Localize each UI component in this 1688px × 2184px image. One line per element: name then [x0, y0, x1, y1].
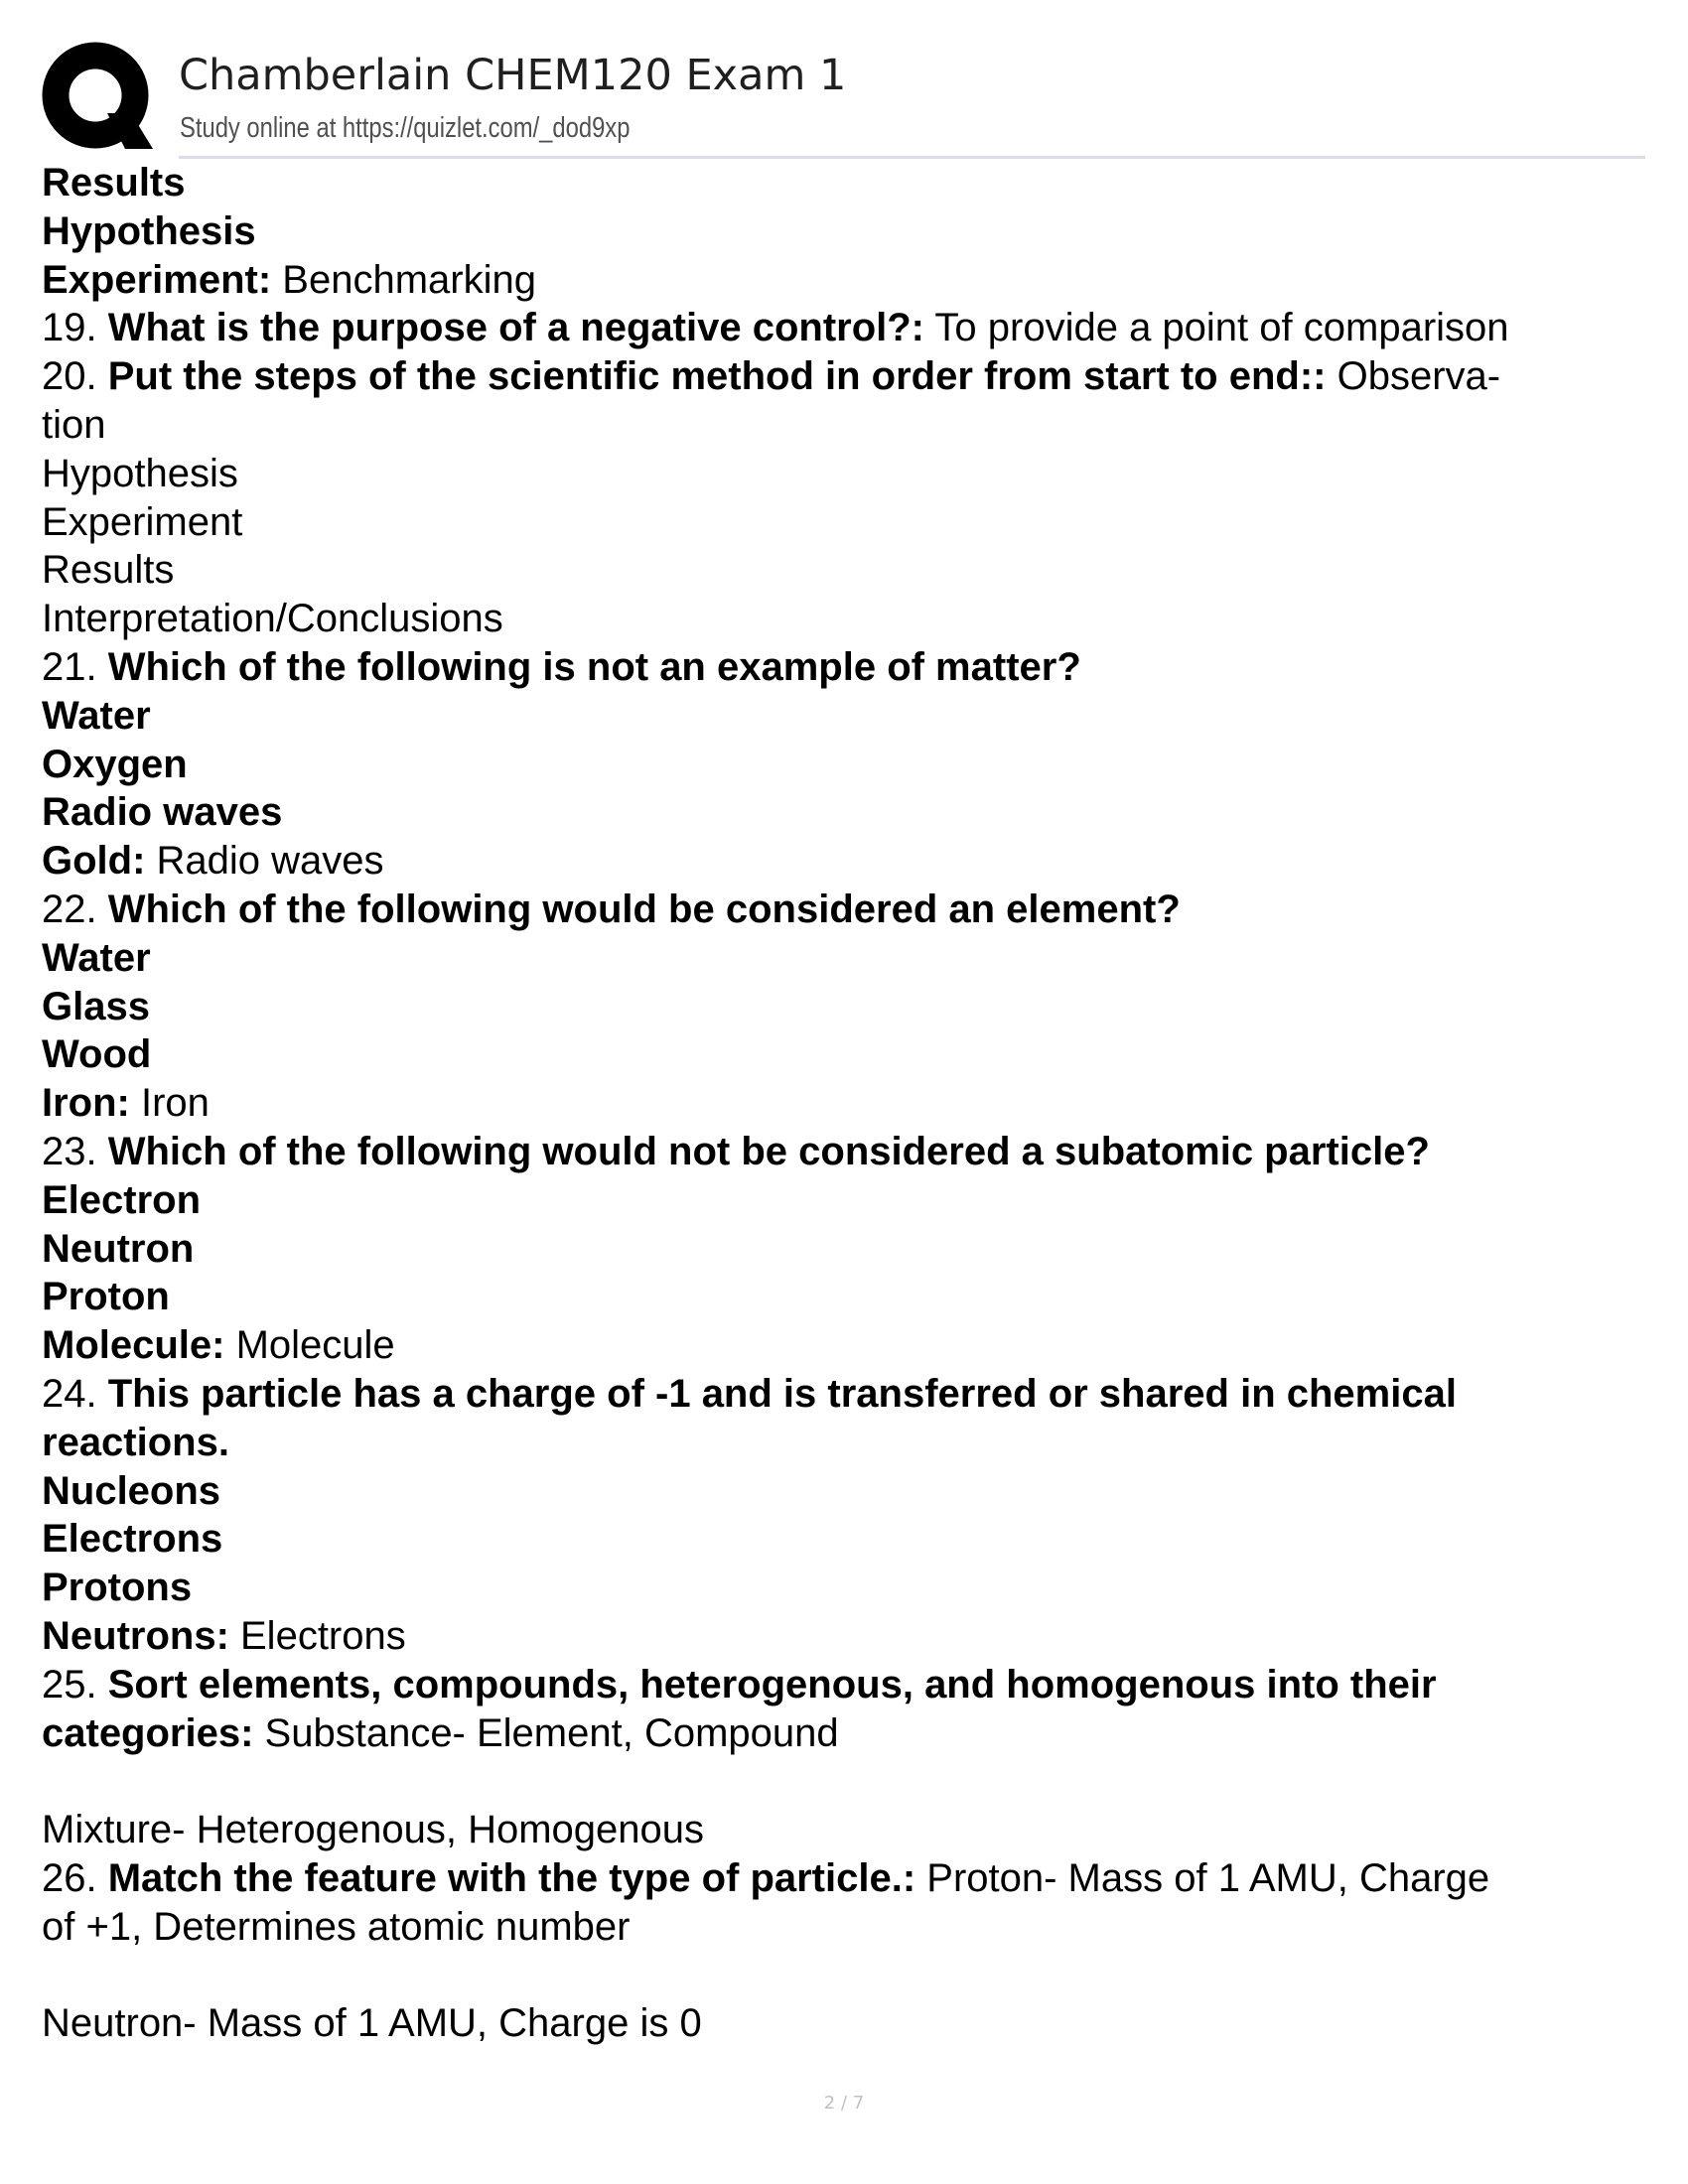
question-20: 20. Put the steps of the scientific method in order from start to end:: Observa-	[42, 354, 1501, 399]
text-line: Water	[42, 693, 151, 738]
question-21: 21. Which of the following is not an example of matter?	[42, 644, 1081, 689]
text-line: Neutron- Mass of 1 AMU, Charge is 0	[42, 2001, 702, 2046]
question-24: 24. This particle has a charge of -1 and is transferred or shared in chemical	[42, 1371, 1457, 1416]
text-line: Protons	[42, 1566, 193, 1610]
quizlet-logo-icon	[42, 42, 157, 157]
flashcard-content	[42, 159, 1650, 2048]
blank-line	[42, 1757, 1650, 1806]
question-25: 25. Sort elements, compounds, heterogenous, and homogenous into their	[42, 1662, 1437, 1706]
question-26: 26. Match the feature with the type of particle.: Proton- Mass of 1 AMU, Charge	[42, 1855, 1490, 1900]
page-number: 2 / 7	[823, 2093, 865, 2114]
text-line: reactions.	[42, 1420, 229, 1464]
text-line: Nucleons	[42, 1468, 221, 1513]
text-line: Radio waves	[42, 790, 283, 835]
text-line: Gold: Radio waves	[42, 839, 384, 884]
text-line: Experiment: Benchmarking	[42, 257, 536, 302]
text-line: Water	[42, 935, 151, 980]
text-line: Glass	[42, 984, 150, 1028]
question-22: 22. Which of the following would be considered an element?	[42, 887, 1181, 931]
text-line: Experiment	[42, 499, 243, 544]
text-line: Neutrons: Electrons	[42, 1613, 406, 1658]
text-line: categories: Substance- Element, Compound	[42, 1710, 839, 1755]
text-line: Mixture- Heterogenous, Homogenous	[42, 1808, 705, 1852]
text-line: Neutron	[42, 1226, 195, 1271]
question-23: 23. Which of the following would not be considered a subatomic particle?	[42, 1129, 1430, 1173]
document-header	[42, 42, 1645, 161]
text-line: Results	[42, 161, 186, 205]
text-line: Results	[42, 548, 175, 593]
text-line: Electrons	[42, 1517, 223, 1562]
text-line: Molecule: Molecule	[42, 1323, 395, 1368]
text-line: Hypothesis	[42, 451, 238, 495]
text-line: tion	[42, 402, 106, 447]
text-line: Hypothesis	[42, 208, 256, 253]
text-line: Wood	[42, 1032, 152, 1077]
question-19: 19. What is the purpose of a negative control?: To provide a point of comparison	[42, 306, 1509, 350]
blank-line	[42, 1951, 1650, 1999]
text-line: Proton	[42, 1275, 170, 1319]
text-line: Interpretation/Conclusions	[42, 597, 503, 641]
page-title: Chamberlain CHEM120 Exam 1	[179, 51, 847, 100]
text-line: of +1, Determines atomic number	[42, 1904, 631, 1949]
text-line: Electron	[42, 1177, 202, 1222]
text-line: Iron: Iron	[42, 1081, 210, 1126]
study-online-link[interactable]: Study online at https://quizlet.com/_dod9xp	[180, 112, 631, 144]
text-line: Oxygen	[42, 742, 188, 786]
